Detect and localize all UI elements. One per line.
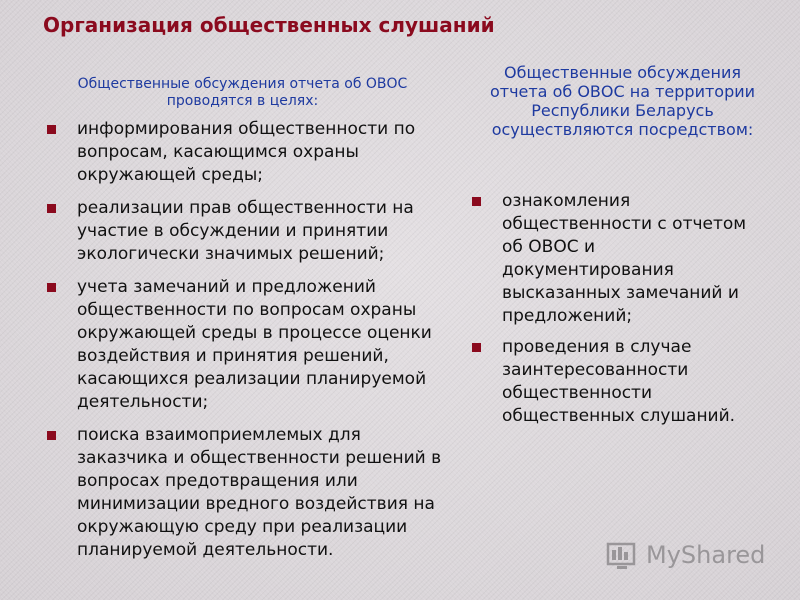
right-column-heading: Общественные обсуждения отчета об ОВОС на территории Республики Беларусь осуществляются посредством: xyxy=(489,63,756,139)
list-item-text: учета замечаний и предложений общественности по вопросам охраны окружающей среды в процессе оценки воздействия и принятия решений, касающихся реализации планируемой деятельности; xyxy=(77,277,432,412)
list-item xyxy=(47,197,442,266)
list-item-text: реализации прав общественности на участие в обсуждении и принятии экологически значимых решений; xyxy=(77,198,414,264)
left-column-heading: Общественные обсуждения отчета об ОВОС проводятся в целях: xyxy=(77,76,408,109)
list-item-text: ознакомления общественности с отчетом об ОВОС и документирования высказанных замечаний и предложений; xyxy=(502,191,747,326)
square-bullet-icon xyxy=(472,343,481,352)
square-bullet-icon xyxy=(472,197,481,206)
left-bullet-list xyxy=(47,118,442,572)
list-item-text: проведения в случае заинтересованности общественности общественных слушаний. xyxy=(502,337,736,426)
list-item xyxy=(472,190,772,328)
list-item xyxy=(47,118,442,187)
list-item xyxy=(472,336,772,428)
list-item xyxy=(47,424,442,562)
square-bullet-icon xyxy=(47,283,56,292)
square-bullet-icon xyxy=(47,204,56,213)
square-bullet-icon xyxy=(47,431,56,440)
list-item-text: поиска взаимоприемлемых для заказчика и общественности решений в вопросах предотвращения или минимизации вредного воздействия на окружающую среду при реализации планируемой деятельности. xyxy=(77,425,442,560)
square-bullet-icon xyxy=(47,125,56,134)
slide-title: Организация общественных слушаний xyxy=(43,13,495,37)
myshared-logo-icon xyxy=(606,538,640,572)
right-bullet-list xyxy=(472,190,772,436)
watermark-text: MyShared xyxy=(646,541,766,569)
list-item-text: информирования общественности по вопросам, касающимся охраны окружающей среды; xyxy=(77,119,416,185)
list-item xyxy=(47,276,442,414)
watermark xyxy=(606,538,765,572)
